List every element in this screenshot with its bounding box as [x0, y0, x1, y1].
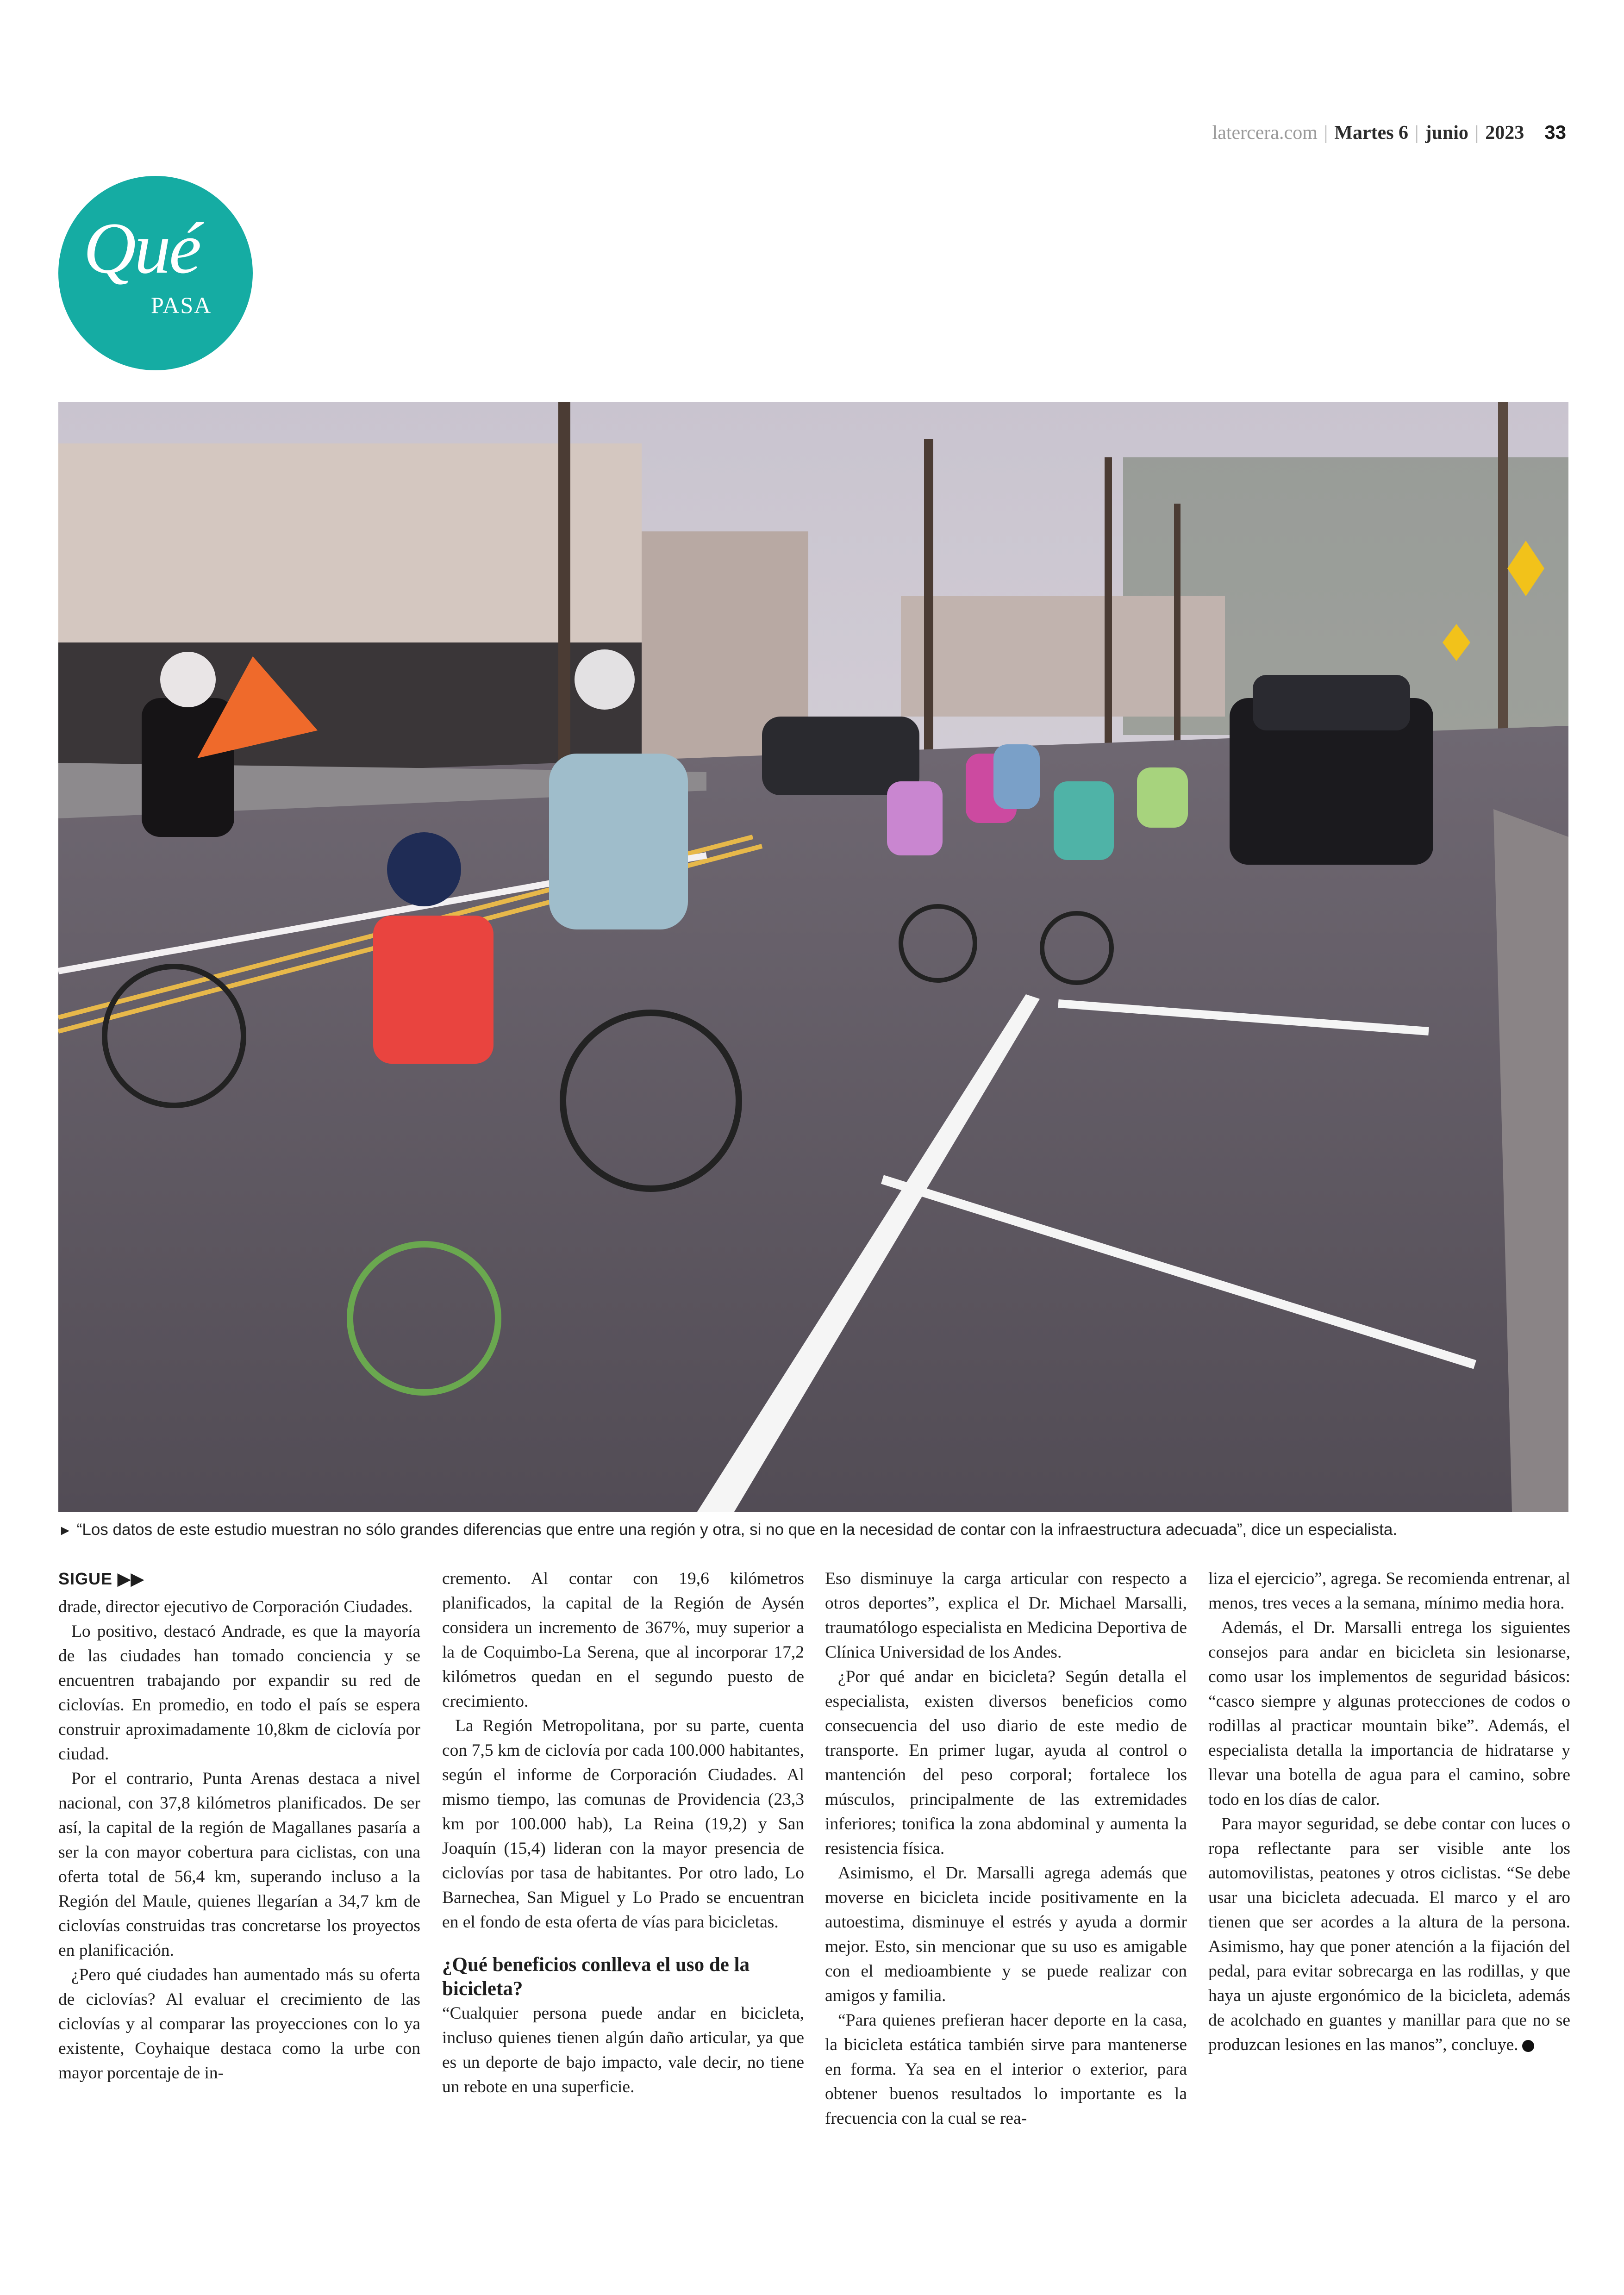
continued-label: SIGUE ▶▶ [58, 1569, 144, 1588]
logo-pasa: PASA [151, 292, 212, 318]
header-month: junio [1425, 122, 1468, 143]
paragraph: Lo positivo, destacó Andrade, es que la mayoría de las ciudades han tomado conciencia y se encuentren trabajando por expandir su red de ciclovías. En promedio, en todo el país se espera construir aproximadamente 10,8km de ciclovía por ciudad. [58, 1622, 420, 1764]
site-name: latercera.com [1212, 122, 1318, 143]
divider: | [1415, 122, 1419, 143]
caption-marker: ► [58, 1523, 72, 1538]
caption-text: “Los datos de este estudio muestran no sólo grandes diferencias que entre una región y otra, si no que en la necesidad de contar con la infraestructura adecuada”, dice un especialista. [76, 1521, 1398, 1539]
que-pasa-logo [58, 176, 253, 370]
paragraph: drade, director ejecutivo de Corporación Ciudades. [58, 1597, 413, 1616]
end-mark-icon [1522, 2040, 1534, 2052]
article-column-4 [1208, 1566, 1570, 2057]
page-header [1212, 121, 1566, 144]
paragraph: Por el contrario, Punta Arenas destaca a nivel nacional, con 37,8 kilómetros planificados. De ser así, la capital de la región de Magallanes pasaría a ser la con mayor cobertura para ciclistas, con una oferta total de 56,4 km, superando incluso a la Región del Maule, quienes llegarían a 34,7 km de ciclovías construidas tras concretarse los proyectos en planificación. [58, 1769, 420, 1960]
header-day: Martes 6 [1334, 122, 1409, 143]
paragraph-text: Para mayor seguridad, se debe contar con luces o ropa reflectante para ser visible ante los automovilistas, peatones y otros ciclistas. “Se debe usar una bicicleta adecuada. El marco y el aro tienen que ser acordes a la altura de la persona. Asimismo, hay que poner atención a la fijación del pedal, para evitar sobrecarga en las rodillas, y que haya un ajuste ergonómico de la bicicleta, además de acolchado en guantes y manillar para que no se produzcan lesiones en las manos”, concluye. [1208, 1815, 1570, 2054]
paragraph: Eso disminuye la carga articular con respecto a otros deportes”, explica el Dr. Michael Marsalli, traumatólogo especialista en Medicina Deportiva de Clínica Universidad de los Andes. [825, 1569, 1187, 1662]
divider: | [1324, 122, 1328, 143]
paragraph: liza el ejercicio”, agrega. Se recomienda entrenar, al menos, tres veces a la semana, mínimo media hora. [1208, 1569, 1570, 1613]
header-year: 2023 [1485, 122, 1524, 143]
section-subheading: ¿Qué beneficios conlleva el uso de la bicicleta? [442, 1954, 750, 2000]
paragraph: Asimismo, el Dr. Marsalli agrega además que moverse en bicicleta incide positivamente en la autoestima, disminuye el estrés y ayuda a dormir mejor. Esto, sin mencionar que su uso es amigable con el medioambiente y se puede realizar con amigos y familia. [825, 1864, 1187, 2005]
photo-caption [58, 1519, 1568, 1541]
paragraph: “Para quienes prefieran hacer deporte en la casa, la bicicleta estática también sirve para mantenerse en forma. Ya sea en el interior o exterior, para obtener buenos resultados lo importante es la frecuencia con la cual se rea- [825, 2011, 1187, 2128]
article-column-1 [58, 1566, 420, 2085]
paragraph: La Región Metropolitana, por su parte, cuenta con 7,5 km de ciclovía por cada 100.000 habitantes, según el informe de Corporación Ciudades. Al mismo tiempo, las comunas de Providencia (23,3 km por 100.000 hab), La Reina (19,2) y San Joaquín (15,4) lideran con la mayor presencia de ciclovías por tasa de habitantes. Por otro lado, Lo Barnechea, San Miguel y Lo Prado se encuentran en el fondo de esta oferta de vías para bicicletas. [442, 1716, 804, 1932]
article-photo [58, 402, 1568, 1512]
page-number: 33 [1544, 121, 1566, 143]
paragraph-last [1208, 1812, 1570, 2057]
logo-que: Qué [83, 208, 200, 289]
article-column-2 [442, 1566, 804, 2099]
paragraph: ¿Pero qué ciudades han aumentado más su oferta de ciclovías? Al evaluar el crecimiento de las ciclovías y al comparar las proyecciones con lo ya existente, Coyhaique destaca como la urbe con mayor porcentaje de in- [58, 1965, 420, 2083]
paragraph: ¿Por qué andar en bicicleta? Según detalla el especialista, existen diversos beneficios como consecuencia del uso diario de este medio de transporte. En primer lugar, ayuda al control o mantención del peso corporal; fortalece los músculos, principalmente de las extremidades inferiores; tonifica la zona abdominal y aumenta la resistencia física. [825, 1667, 1187, 1858]
paragraph: cremento. Al contar con 19,6 kilómetros planificados, la capital de la Región de Aysén considera un incremento de 367%, muy superior a la de Coquimbo-La Serena, que al incorporar 17,2 kilómetros quedan en el segundo puesto de crecimiento. [442, 1569, 804, 1711]
article-column-3 [825, 1566, 1187, 2131]
paragraph: “Cualquier persona puede andar en bicicleta, incluso quienes tienen algún daño articular, ya que es un deporte de bajo impacto, vale decir, no tiene un rebote en una superficie. [442, 2004, 804, 2096]
paragraph: Además, el Dr. Marsalli entrega los siguientes consejos para andar en bicicleta sin lesionarse, como usar los implementos de seguridad básicos: “casco siempre y algunas protecciones de codos o rodillas al practicar mountain bike”. Además, el especialista detalla la importancia de hidratarse y llevar una botella de agua para el camino, sobre todo en los días de calor. [1208, 1618, 1570, 1809]
divider: | [1474, 122, 1479, 143]
